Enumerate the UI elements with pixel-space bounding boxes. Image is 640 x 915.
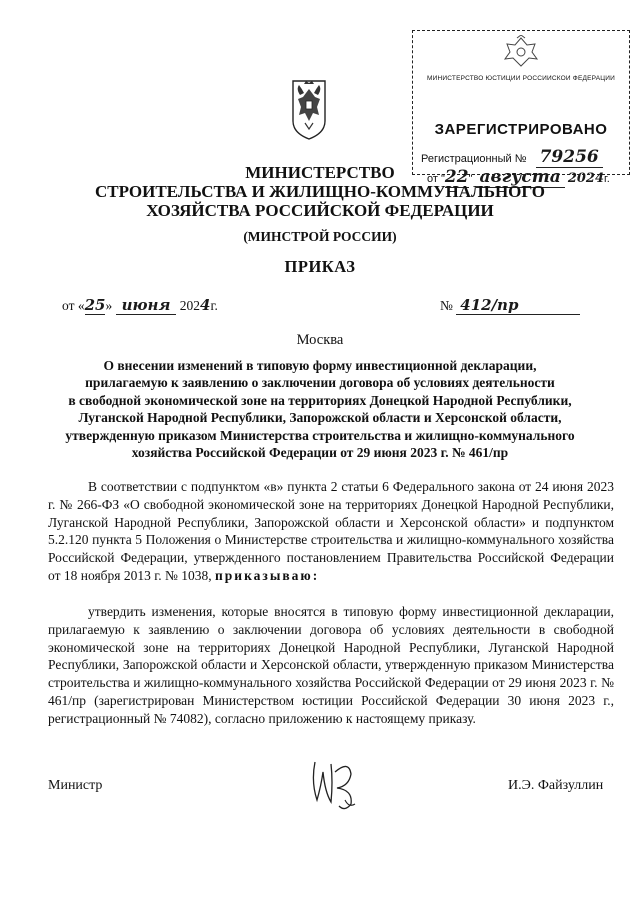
subject-line: утвержденную приказом Министерства строительства и жилищно-коммунального xyxy=(65,427,575,443)
order-date-suffix: г. xyxy=(210,298,218,313)
stamp-reg-number-value: 79256 xyxy=(536,147,603,168)
stamp-date-month: августа xyxy=(476,167,565,188)
order-number-value: 412/пр xyxy=(456,296,580,315)
handwritten-signature xyxy=(305,742,365,812)
subject-line: Луганской Народной Республики, Запорожской области и Херсонской области, xyxy=(78,410,562,426)
order-number-label: № xyxy=(440,298,453,313)
ministry-line-3: ХОЗЯЙСТВА РОССИЙСКОЙ ФЕДЕРАЦИИ xyxy=(146,201,494,220)
stamp-ministry-line: МИНИСТЕРСТВО ЮСТИЦИИ РОССИЙСКОЙ ФЕДЕРАЦИИ xyxy=(426,75,616,82)
stamp-date-suffix: г. xyxy=(604,173,610,185)
order-date-prefix: от « xyxy=(62,298,85,313)
body-paragraph-1 xyxy=(48,478,614,585)
order-date-year-prefix: 202 xyxy=(179,298,201,313)
document-type-title: ПРИКАЗ xyxy=(284,257,356,276)
stamp-date-year: 2024 xyxy=(567,171,605,186)
subject-line: прилагаемую к заявлению о заключении договора об условиях деятельности xyxy=(85,375,555,391)
registration-stamp xyxy=(412,30,630,187)
stamp-registered-title: ЗАРЕГИСТРИРОВАНО xyxy=(434,121,608,138)
order-date-day: 25 xyxy=(84,296,106,314)
body-paragraph-2: утвердить изменения, которые вносятся в типовую форму инвестиционной декларации, прилагаемую к заявлению о заключении договора об условиях деятельности в свободной экономической зоне на территориях Донецкой Народной Республики, Луганской Народной Республики, Запорожской области и Херсонской области, утвержденную приказом Министерства строительства и жилищно-коммунального хозяйства Российской Федерации от 29 июня 2023 г. № 461/пр (зарегистрирован Министерством юстиции Российской Федерации 30 июня 2023 г., регистрационный № 74082), согласно приложению к настоящему приказу. xyxy=(48,604,614,726)
order-subject xyxy=(20,357,620,461)
order-date-year-digit: 4 xyxy=(200,296,211,314)
signatory-title: Министр xyxy=(48,778,103,793)
stamp-reg-number-label: Регистрационный № xyxy=(421,153,527,165)
body-paragraph-1-text: В соответствии с подпунктом «в» пункта 2 статьи 6 Федерального закона от 24 июня 2023 г. № 266-ФЗ «О свободной экономической зоне на территориях Донецкой Народной Республики, Луганской Народной Республики, Запорожской области и Херсонской области» и подпунктом 5.2.120 пункта 5 Положения о Министерстве строительства и жилищно-коммунального хозяйства Российской Федерации, утвержденного постановлением Правительства Российской Федерации от 18 ноября 2013 г. № 1038, xyxy=(48,479,614,583)
subject-line: в свободной экономической зоне на территориях Донецкой Народной Республики, xyxy=(68,392,572,408)
subject-line: хозяйства Российской Федерации от 29 июня 2023 г. № 461/пр xyxy=(131,445,509,461)
order-date xyxy=(62,296,218,315)
order-verb: приказываю: xyxy=(215,567,320,583)
ministry-line-1: МИНИСТЕРСТВО xyxy=(245,163,395,182)
subject-line: О внесении изменений в типовую форму инвестиционной декларации, xyxy=(103,358,537,373)
stamp-date-mid: " xyxy=(468,173,473,185)
order-date-month: июня xyxy=(116,296,177,315)
stamp-eagle-icon xyxy=(499,35,543,69)
coat-of-arms-emblem xyxy=(290,77,328,141)
ministry-line-2: СТРОИТЕЛЬСТВА И ЖИЛИЩНО-КОММУНАЛЬНОГО xyxy=(94,182,546,201)
city-name: Москва xyxy=(296,332,344,348)
stamp-date-day: 22 xyxy=(444,167,469,187)
order-date-mid: » xyxy=(105,298,113,313)
ministry-short-name: (МИНСТРОЙ РОССИИ) xyxy=(243,229,397,244)
signatory-name: И.Э. Файзуллин xyxy=(508,778,604,793)
order-number xyxy=(440,296,580,315)
stamp-date-prefix: от " xyxy=(427,173,445,185)
